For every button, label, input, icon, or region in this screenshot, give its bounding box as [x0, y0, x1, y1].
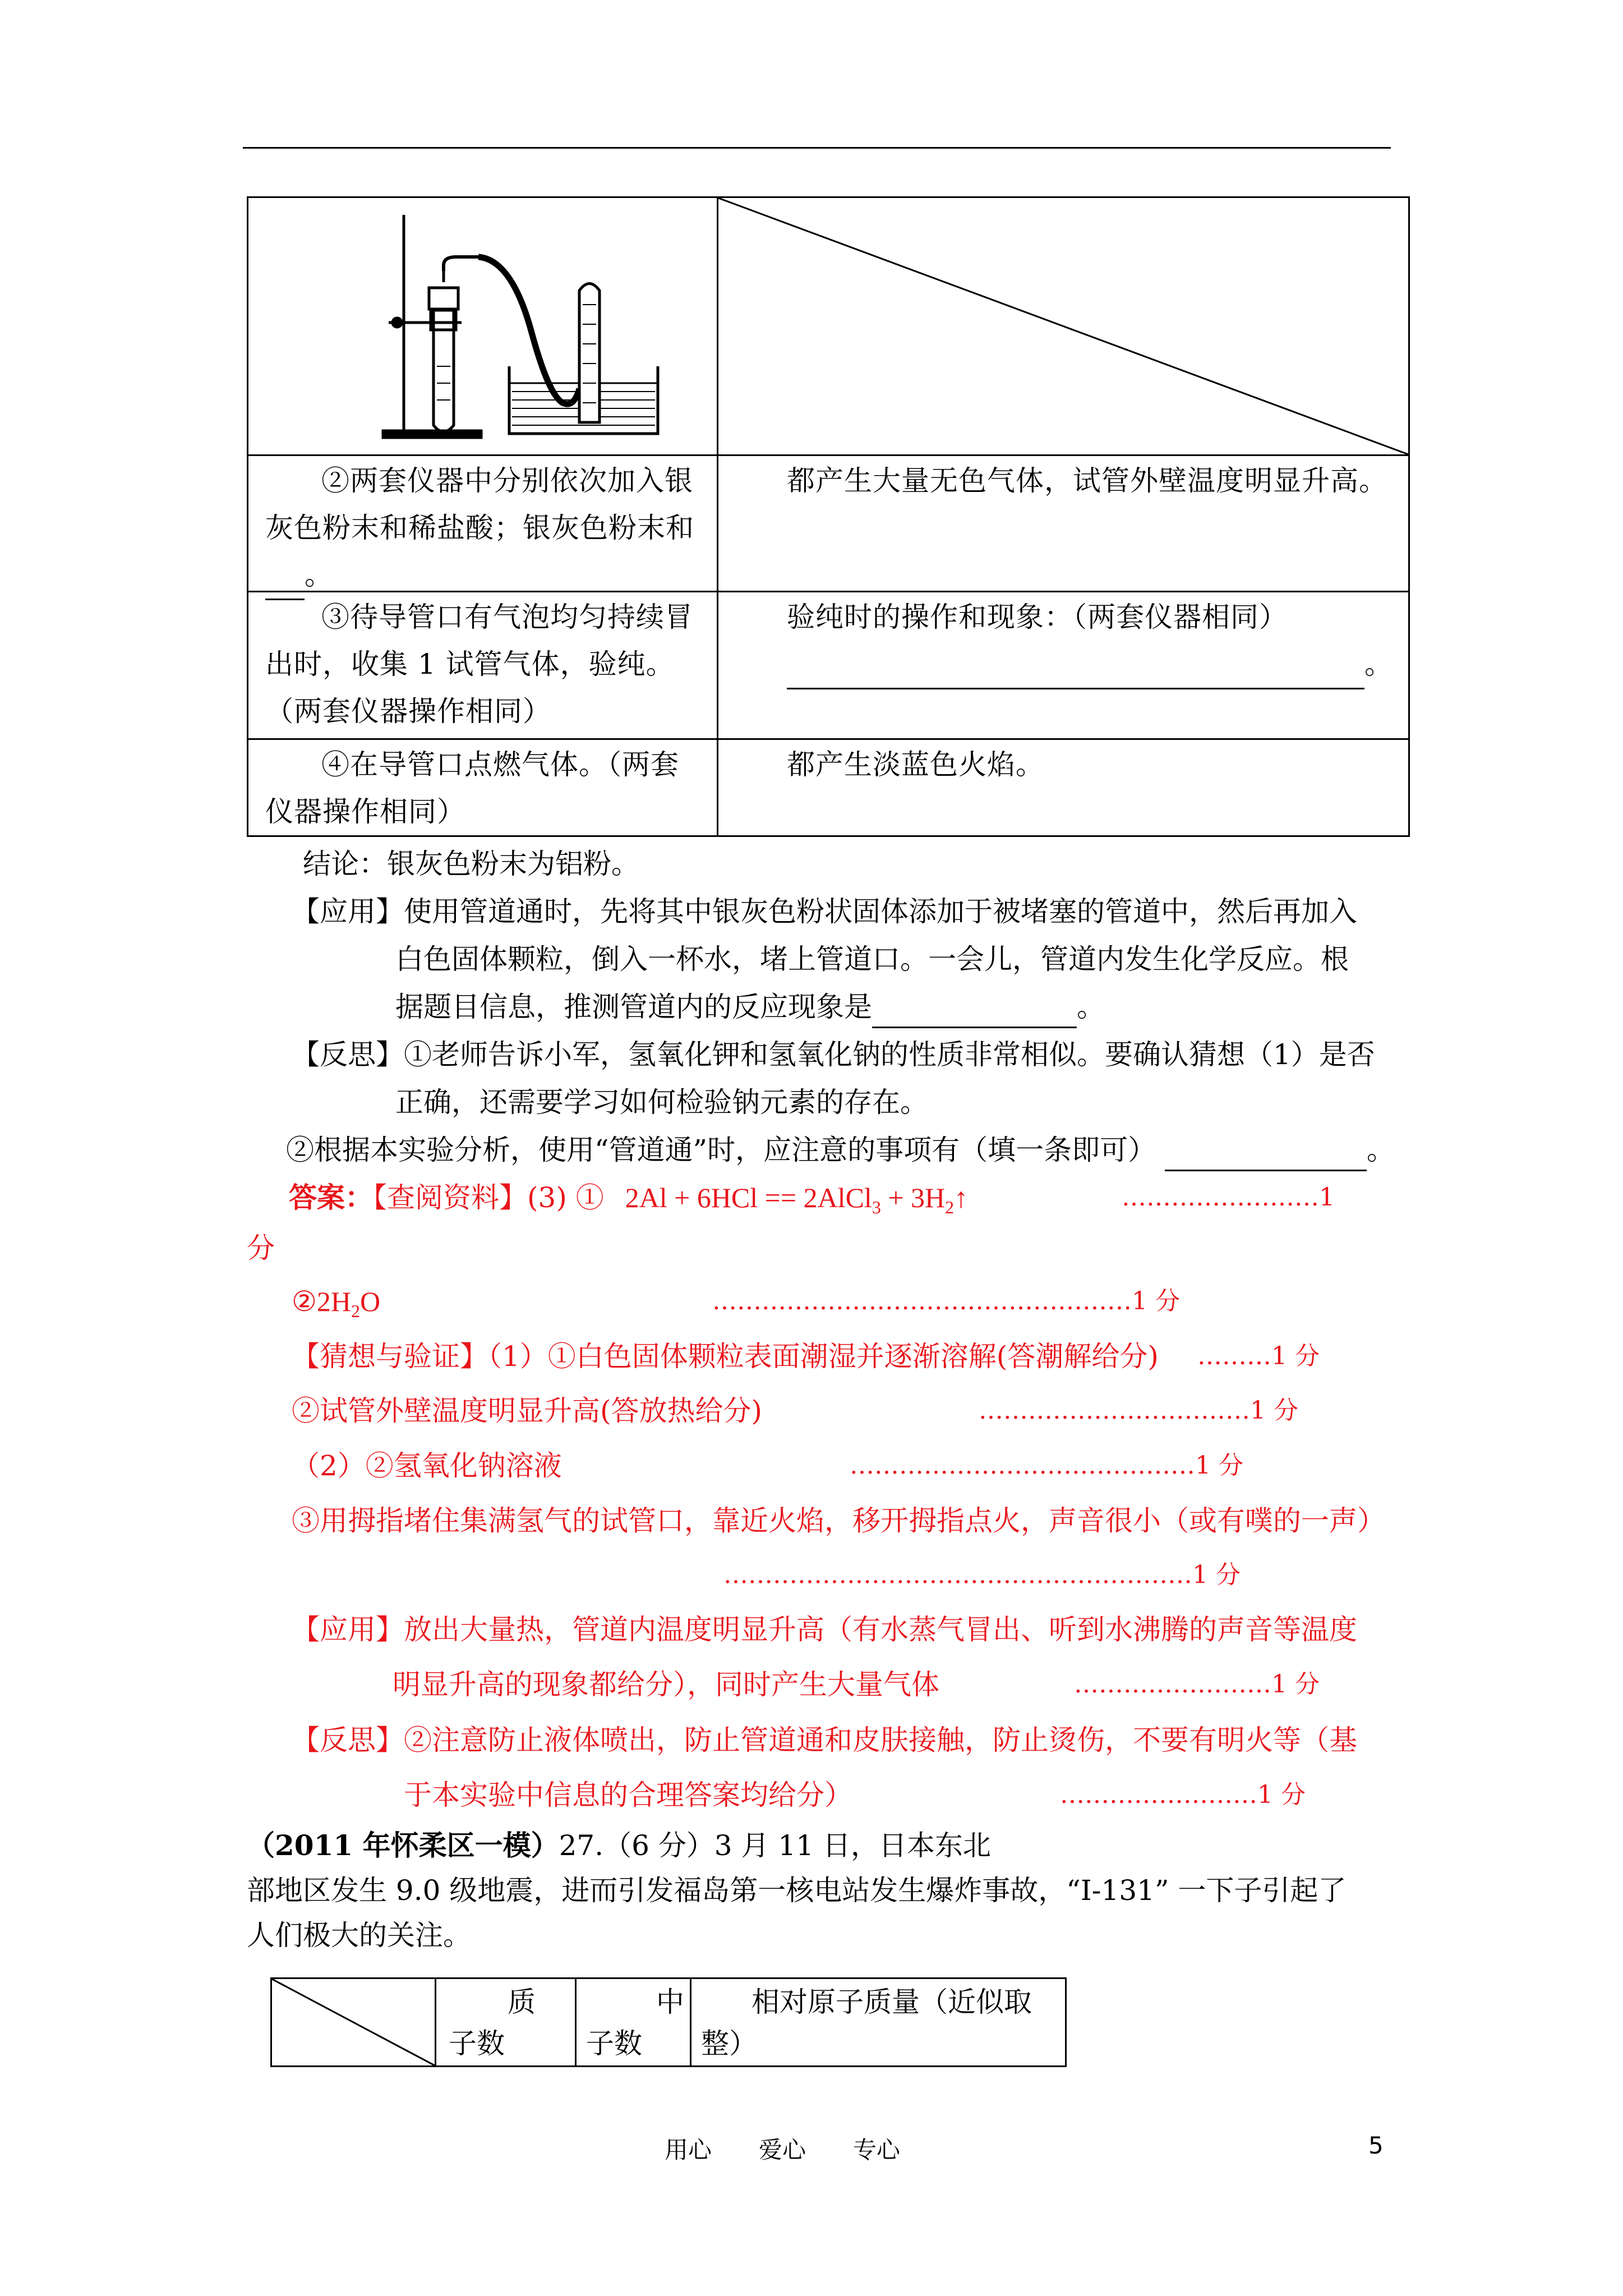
table-column-divider — [690, 1979, 691, 2065]
answer-line6: ③用拇指堵住集满氢气的试管口，靠近火焰，移开拇指点火，声音很小（或有噗的一声） — [292, 1504, 1385, 1537]
reflection-line1: 【反思】①老师告诉小军，氢氧化钾和氢氧化钠的性质非常相似。要确认猜想（1）是否 — [292, 1038, 1375, 1071]
page-number: 5 — [1368, 2132, 1384, 2159]
row4-left-line1: ④在导管口点燃气体。（两套 — [321, 748, 679, 781]
reflection-line3: ②根据本实验分析，使用“管道通”时，应注意的事项有（填一条即可） 。 — [286, 1130, 1395, 1171]
question-source: （2011 年怀柔区一模） — [247, 1829, 559, 1862]
score-dots: ……………………1 分 — [1074, 1670, 1320, 1699]
application-line2: 白色固体颗粒，倒入一杯水，堵上管道口。一会儿，管道内发生化学反应。根 — [395, 943, 1349, 976]
question27-line1: （2011 年怀柔区一模）27.（6 分）3 月 11 日，日本东北 — [247, 1829, 991, 1862]
answer-line2: $②2H_2O$ — [292, 1286, 381, 1321]
answer-line3: 【猜想与验证】（1）①白色固体颗粒表面潮湿并逐渐溶解(答潮解给分) — [292, 1340, 1159, 1373]
table-column-divider — [575, 1979, 577, 2065]
row2-left-line3: 。 — [305, 559, 333, 591]
diagonal-slash — [718, 198, 1408, 454]
score-dots: ……………………1 分 — [1060, 1780, 1306, 1809]
score-dots: ……………………………………………1 分 — [712, 1287, 1180, 1315]
answer-blank — [1165, 1130, 1367, 1171]
answer-blank — [787, 641, 1364, 689]
score-dots: ……………………………………1 分 — [850, 1451, 1243, 1480]
conclusion-text: 结论：银灰色粉末为铝粉。 — [303, 848, 639, 880]
row2-left-line1: ②两套仪器中分别依次加入银 — [321, 464, 693, 497]
answer-line5: （2）②氢氧化钠溶液 — [292, 1450, 562, 1482]
row2-left-cell — [265, 457, 708, 600]
table-row-divider — [248, 454, 1408, 456]
row3-left-line3: （两套仪器操作相同） — [265, 695, 551, 728]
question27-line2: 部地区发生 9.0 级地震，进而引发福岛第一核电站发生爆炸事故，“I-131” 一下子引起了 — [247, 1874, 1347, 1907]
answer-line8: 【反思】②注意防止液体喷出，防止管道通和皮肤接触，防止烫伤，不要有明火等（基 — [292, 1724, 1357, 1756]
experiment-table — [247, 196, 1410, 837]
row3-right-period: 。 — [1364, 648, 1393, 680]
row4-left-line2: 仪器操作相同） — [265, 795, 465, 828]
reflection-line2: 正确，还需要学习如何检验钠元素的存在。 — [395, 1086, 928, 1119]
col-relative-atomic-mass: 相对原子质量（近似取 整） — [701, 1986, 1032, 2060]
row4-left-cell — [265, 741, 708, 835]
row2-left-line2: 灰色粉末和稀盐酸；银灰色粉末和 — [265, 512, 694, 544]
score-dots: ……………………………1 分 — [979, 1396, 1298, 1425]
answer-line8-cont: 于本实验中信息的合理答案均给分） — [404, 1779, 852, 1811]
diagonal-slash — [272, 1979, 435, 2065]
row4-right-cell: 都产生淡蓝色火焰。 — [787, 748, 1044, 781]
answer-line7-cont: 明显升高的现象都给分），同时产生大量气体 — [393, 1668, 939, 1701]
table-row-divider — [248, 738, 1408, 740]
footer-motto: 用心 爱心 专心 — [665, 2136, 901, 2164]
apparatus-illustration — [248, 198, 717, 454]
col-neutron-count: 中 子数 — [586, 1986, 684, 2060]
row3-left-line2: 出时，收集 1 试管气体，验纯。 — [265, 648, 675, 680]
answer-line7: 【应用】放出大量热，管道内温度明显升高（有水蒸气冒出、听到水沸腾的声音等温度 — [292, 1613, 1357, 1646]
row3-right-line1: 验纯时的操作和现象：（两套仪器相同） — [787, 601, 1288, 633]
answer-line4: ②试管外壁温度明显升高(答放热给分) — [292, 1395, 763, 1427]
row2-right-cell: 都产生大量无色气体，试管外壁温度明显升高。 — [787, 464, 1387, 497]
answer-label: 答案： — [289, 1181, 373, 1214]
answer-line1-cont: 分 — [247, 1232, 275, 1264]
row3-right-cell — [787, 593, 1393, 689]
question27-line3: 人们极大的关注。 — [247, 1919, 471, 1952]
isotope-table — [270, 1977, 1067, 2067]
application-line1: 【应用】使用管道通时，先将其中银灰色粉状固体添加于被堵塞的管道中，然后再加入 — [292, 895, 1357, 928]
table-column-divider — [435, 1979, 436, 2065]
answer-line1: 答案：【查阅资料】(3) ① 2Al + 6HCl == 2AlCl$_3$ + $3H_2↑$ — [289, 1181, 969, 1217]
row3-left-line1: ③待导管口有气泡均匀持续冒 — [321, 601, 693, 633]
answer-blank — [265, 551, 305, 600]
score-dots: ………1 分 — [1197, 1342, 1320, 1370]
application-line3: 据题目信息，推测管道内的反应现象是 。 — [395, 987, 1105, 1028]
score-dots: ……………………1 — [1122, 1183, 1335, 1212]
col-proton-count: 质 子数 — [449, 1986, 536, 2060]
score-dots: …………………………………………………1 分 — [723, 1561, 1241, 1589]
answer-blank — [872, 987, 1077, 1028]
header-rule — [243, 147, 1391, 149]
row3-left-cell — [265, 593, 708, 735]
